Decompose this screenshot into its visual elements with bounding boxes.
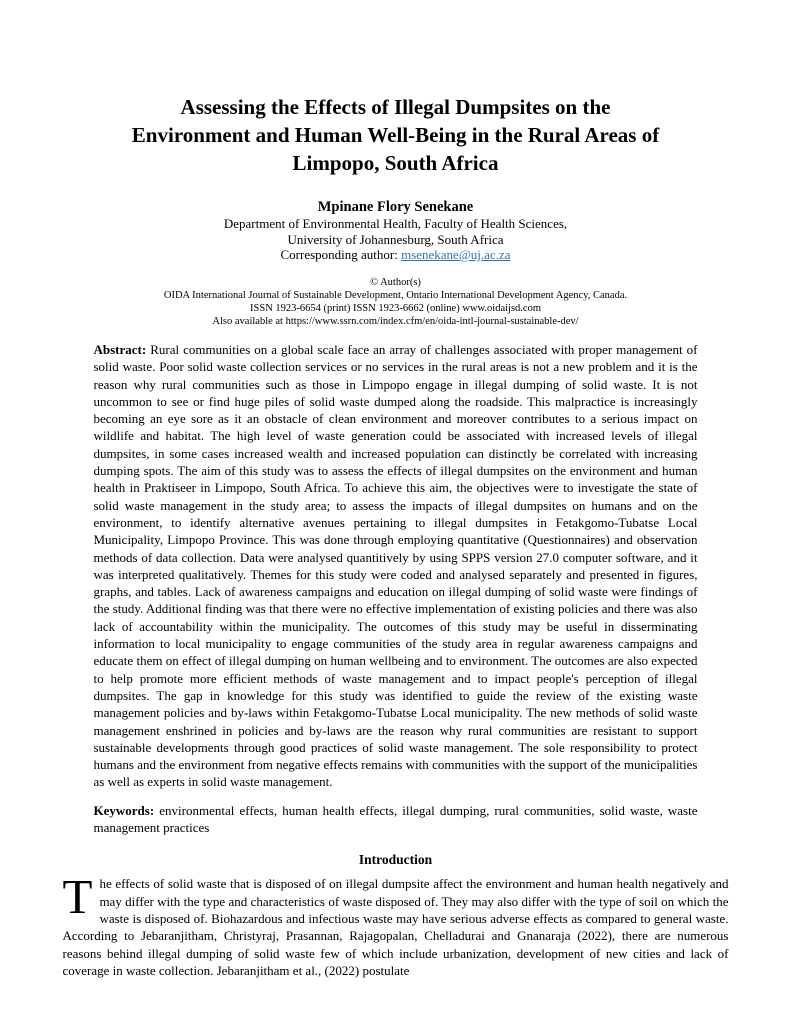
issn-line: ISSN 1923-6654 (print) ISSN 1923-6662 (online) www.oidaijsd.com [250, 303, 541, 314]
abstract-paragraph [94, 341, 698, 791]
keywords-paragraph [94, 802, 698, 837]
page-title: Assessing the Effects of Illegal Dumpsites on the Environment and Human Well-Being in the Rural Areas of Limpopo, South Africa [131, 95, 660, 175]
abstract-label: Abstract: [93, 342, 147, 357]
affiliation-line-1: Department of Environmental Health, Faculty of Health Sciences, [223, 216, 568, 231]
corresponding-author-label: Corresponding author: [280, 247, 402, 262]
author-block [0, 199, 791, 263]
drop-cap: T [62, 869, 93, 925]
corresponding-author-line [0, 247, 791, 263]
introduction-heading: Introduction [358, 852, 433, 868]
abstract-text: Rural communities on a global scale face an array of challenges associated with proper management of solid waste. Poor solid waste collection services or no services in the rural areas is not a new problem and it is the reason why rural communities such as those in Limpopo engage in illegal dumping of solid waste. It is not uncommon to see or find huge piles of solid waste dumped along the roadside. This malpractice is increasingly becoming an eye sore as it an obstacle of clean environment and moreover contributes to a serious impact on wildlife and habitat. The high level of waste generation could be associated with increased levels of illegal dumpsites, in some cases increased wealth and increased population can distinctly be correlated with increasing dumping spots. The aim of this study was to assess the effects of illegal dumpsites on the environment and human health in Praktiseer in Limpopo, South Africa. To achieve this aim, the objectives were to investigate the state of solid waste management in the study area; to assess the impacts of illegal dumpsites on humans and on the environment, to identify alternative avenues pertaining to illegal dumpsites in Fetakgomo-Tubatse Local Municipality, Limpopo Province. This was done through employing quantitative (Questionnaires) and observation methods of data collection. Data were analysed quantitively by using SPPS version 27.0 computer software, and it was interpreted qualitatively. Themes for this study were coded and analysed separately and presented in figures, graphs, and tables. Lack of awareness campaigns and education on illegal dumping of solid waste were findings of the study. Additional finding was that there were no effective implementation of existing policies and there was also lack of accountability within the municipality. The outcomes of this study may be useful in disserminating information to local municipality to engage communities of the study area in regular awareness campaigns and educate them on effect of illegal dumping on human wellbeing and to environment. The outcomes are also expected to help promote more efficient methods of waste management and to impact people's perception of illegal dumpsites. The gap in knowledge for this study was identified to guide the review of the existing waste management policies and by-laws within Fetakgomo-Tubatse Local municipality. The new methods of solid waste management enshrined in policies and by-laws are the reason why rural communities are resistant to support sustainable developments through good practices of solid waste management. The sole responsibility to protect humans and the environment from negative effects remains with communities with the support of the municipalities as well as experts in solid waste management. [93, 342, 698, 790]
keywords-label: Keywords: [93, 802, 155, 818]
affiliation-line-2: University of Johannesburg, South Africa [287, 231, 504, 247]
keywords-text: environmental effects, human health effects, illegal dumping, rural communities, solid waste, waste management practices [93, 802, 698, 836]
availability-line: Also available at https://www.ssrn.com/index.cfm/en/oida-intl-journal-sustainable-dev/ [212, 316, 579, 327]
journal-line: OIDA International Journal of Sustainable Development, Ontario International Development Agency, Canada. [163, 290, 628, 301]
author-name: Mpinane Flory Senekane [317, 199, 474, 215]
journal-imprint-block [0, 276, 791, 328]
copyright-line: © Author(s) [370, 277, 421, 288]
corresponding-email-link[interactable]: msenekane@uj.ac.za [401, 247, 511, 262]
introduction-text: he effects of solid waste that is disposed of on illegal dumpsite affect the environment and human health negatively and may differ with the type and characteristics of waste disposed of. They may also differ with the type of soil on which the waste is disposed of. Biohazardous and infectious waste may have serious adverse effects as compared to general waste. According to Jebaranjitham, Christyraj, Prasannan, Rajagopalan, Chelladurai and Gnanaraja (2022), there are numerous reasons behind illegal dumping of solid waste few of which include urbanization, development of new cities and lack of coverage in waste collection. Jebaranjitham et al., (2022) postulate [62, 876, 729, 978]
introduction-paragraph [62, 869, 729, 979]
